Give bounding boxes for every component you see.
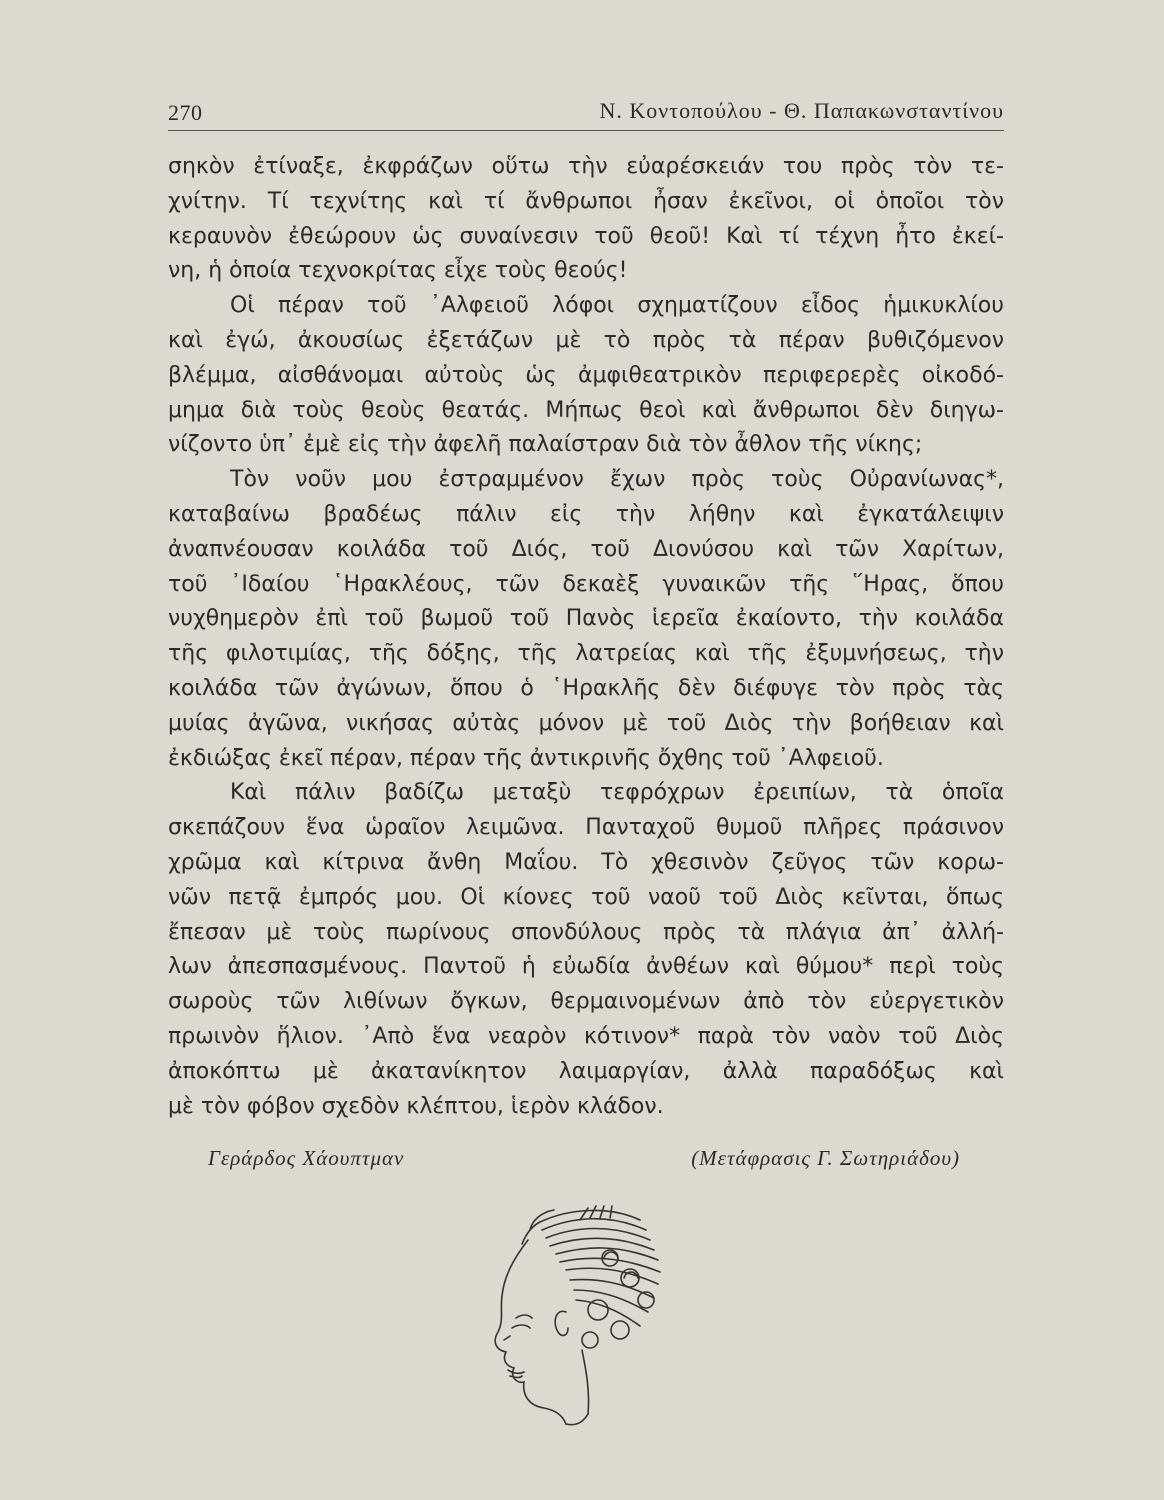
text-line: βλέμμα, αἰσθάνομαι αὐτοὺς ὡς ἀμφιθεατρικὸν περιφερερὲς οἰκοδό- <box>168 362 1004 388</box>
text-line: σκεπάζουν ἕνα ὡραῖον λειμῶνα. Πανταχοῦ θυμοῦ πλῆρες πράσινον <box>168 815 1004 841</box>
text-line: ἔπεσαν μὲ τοὺς πωρίνους σπονδύλους πρὸς τὰ πλάγια ἀπ᾿ ἀλλή- <box>168 919 1004 945</box>
text-line: ἐκδιώξας ἐκεῖ πέραν, πέραν τῆς ἀντικρινῆς ὄχθης τοῦ ᾿Αλφειοῦ. <box>168 745 884 771</box>
text-line: χνίτην. Τί τεχνίτης καὶ τί ἄνθρωποι ἦσαν ἐκεῖνοι, οἱ ὁποῖοι τὸν <box>168 188 1004 214</box>
text-line: νυχθημερὸν ἐπὶ τοῦ βωμοῦ τοῦ Πανὸς ἱερεῖα ἐκαίοντο, τὴν κοιλάδα <box>168 606 1004 632</box>
author-name: Γεράρδος Χάουπτμαν <box>208 1146 405 1170</box>
text-line: καὶ ἐγώ, ἀκουσίως ἐξετάζων μὲ τὸ πρὸς τὰ πέραν βυθιζόμενον <box>168 327 1004 353</box>
text-line: νη, ἡ ὁποία τεχνοκρίτας εἶχε τοὺς θεούς! <box>168 258 628 284</box>
text-line: ἀποκόπτω μὲ ἀκατανίκητον λαιμαργίαν, ἀλλὰ παραδόξως καὶ <box>168 1058 1004 1084</box>
body-text <box>168 150 1004 1124</box>
running-head: Ν. Κοντοπούλου - Θ. Παπακωνσταντίνου <box>599 98 1004 123</box>
text-line: πρωινὸν ἥλιον. ᾿Απὸ ἕνα νεαρὸν κότινον* παρὰ τὸν ναὸν τοῦ Διὸς <box>168 1023 1004 1049</box>
text-line: καταβαίνω βραδέως πάλιν εἰς τὴν λήθην καὶ ἐγκατάλειψιν <box>168 501 1004 527</box>
page-number: 270 <box>168 100 203 125</box>
text-line: κοιλάδα τῶν ἀγώνων, ὅπου ὁ ῾Ηρακλῆς δὲν διέφυγε τὸν πρὸς τὰς <box>168 675 1004 701</box>
translator-credit: (Μετάφρασις Γ. Σωτηριάδου) <box>691 1146 960 1170</box>
text-line: ἀναπνέουσαν κοιλάδα τοῦ Διός, τοῦ Διονύσου καὶ τῶν Χαρίτων, <box>168 536 1004 562</box>
text-line: τοῦ ᾿Ιδαίου ῾Ηρακλέους, τῶν δεκαὲξ γυναικῶν τῆς ῞Ηρας, ὅπου <box>168 571 1004 597</box>
female-profile-drawing-icon <box>470 1200 700 1440</box>
text-line: χρῶμα καὶ κίτρινα ἄνθη Μαΐου. Τὸ χθεσινὸν ζεῦγος τῶν κορω- <box>168 849 1004 875</box>
page-header <box>168 98 1004 131</box>
text-line: σωροὺς τῶν λιθίνων ὄγκων, θερμαινομένων ἀπὸ τὸν εὐεργετικὸν <box>168 989 1004 1015</box>
text-line: Τὸν νοῦν μου ἐστραμμένον ἔχων πρὸς τοὺς Οὐρανίωνας*, <box>230 467 1004 493</box>
text-line: κεραυνὸν ἐθεώρουν ὡς συναίνεσιν τοῦ θεοῦ! Καὶ τί τέχνη ἦτο ἐκεί- <box>168 223 1004 249</box>
text-line: τῆς φιλοτιμίας, τῆς δόξης, τῆς λατρείας καὶ τῆς ἐξυμνήσεως, τὴν <box>168 641 1004 667</box>
text-line: νῶν πετᾷ ἐμπρός μου. Οἱ κίονες τοῦ ναοῦ τοῦ Διὸς κεῖνται, ὅπως <box>168 884 1004 910</box>
text-line: λων ἀπεσπασμένους. Παντοῦ ἡ εὐωδία ἀνθέων καὶ θύμου* περὶ τοὺς <box>168 954 1004 980</box>
text-line: Οἱ πέραν τοῦ ᾿Αλφειοῦ λόφοι σχηματίζουν εἶδος ἡμικυκλίου <box>230 293 1004 319</box>
text-line: μυίας ἀγῶνα, νικήσας αὐτὰς μόνον μὲ τοῦ Διὸς τὴν βοήθειαν καὶ <box>168 710 1004 736</box>
text-line: νίζοντο ὑπ᾿ ἐμὲ εἰς τὴν ἀφελῆ παλαίστραν διὰ τὸν ἆθλον τῆς νίκης; <box>168 432 923 458</box>
signature-row <box>168 1146 1004 1182</box>
text-line: μὲ τὸν φόβον σχεδὸν κλέπτου, ἱερὸν κλάδον. <box>168 1093 664 1119</box>
text-line: Καὶ πάλιν βαδίζω μεταξὺ τεφρόχρων ἐρειπίων, τὰ ὁποῖα <box>230 780 1004 806</box>
text-line: μημα διὰ τοὺς θεοὺς θεατάς. Μήπως θεοὶ καὶ ἄνθρωποι δὲν διηγω- <box>168 397 1004 423</box>
text-line: σηκὸν ἐτίναξε, ἐκφράζων οὕτω τὴν εὐαρέσκειάν του πρὸς τὸν τε- <box>168 154 1004 179</box>
